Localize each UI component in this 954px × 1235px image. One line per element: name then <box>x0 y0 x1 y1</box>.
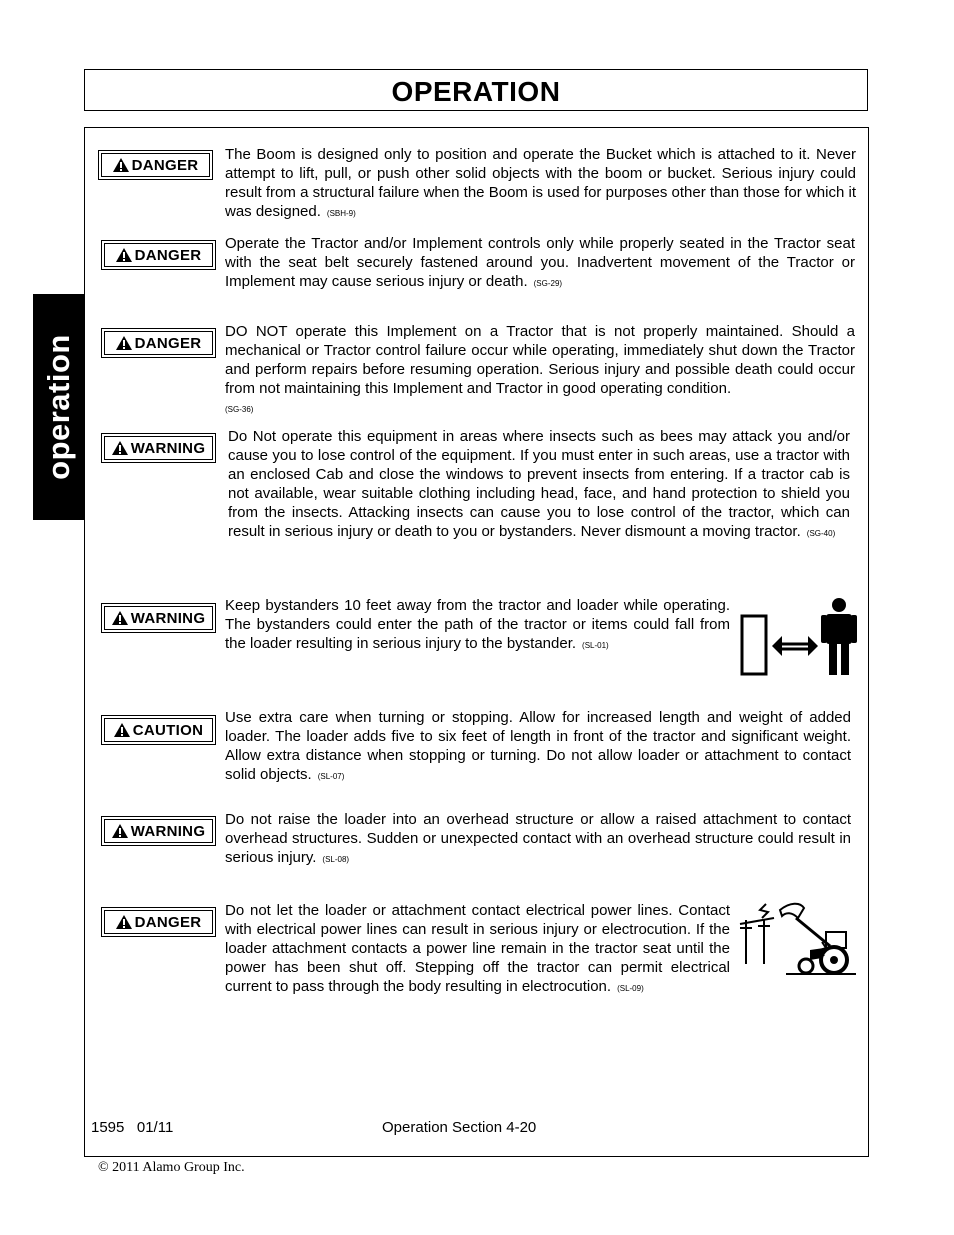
notice-body: Use extra care when turning or stopping. Allow for increased length and weight of added loader. The loader adds five to six feet of length in front of the tractor and significant weight. Allow extra distance when stopping or turning. Do not allow loader or attachment to contact solid objects. <box>225 709 851 783</box>
warning-label <box>101 816 216 846</box>
signal-word: DANGER <box>134 334 202 352</box>
signal-word: DANGER <box>131 156 199 174</box>
notice-code: (SL-08) <box>322 855 350 864</box>
signal-word: CAUTION <box>132 721 204 739</box>
power-line-loader-icon <box>738 898 858 980</box>
side-tab <box>33 294 85 520</box>
notice-text <box>225 810 851 869</box>
warning-triangle-icon <box>116 915 132 929</box>
notice-body: Operate the Tractor and/or Implement controls only while properly seated in the Tractor seat with the seat belt securely fastened around you. Inadvertent movement of the Tractor or Implement may cause serious injury or death. <box>225 235 855 290</box>
warning-triangle-icon <box>114 723 130 737</box>
notice-code: (SBH-9) <box>326 209 356 218</box>
signal-word: WARNING <box>130 439 206 457</box>
warning-triangle-icon <box>112 441 128 455</box>
notice-text <box>228 427 850 543</box>
notice-code: (SG-29) <box>533 279 563 288</box>
warning-label <box>101 433 216 463</box>
notice-code: (SL-09) <box>617 984 644 993</box>
notice-code: (SG-36) <box>225 405 254 414</box>
side-tab-label: operation <box>41 334 76 480</box>
signal-word: DANGER <box>134 246 202 264</box>
notice-body: Do not let the loader or attachment contact electrical power lines. Contact with electrical power lines can result in serious injury or electrocution. If the loader attachment contacts a power line remain in the tractor seat until the power has been shut off. Stepping off the tractor can permit electrical current to pass through the body resulting in electrocution. <box>225 902 730 995</box>
notice-text <box>225 234 855 293</box>
danger-label <box>98 150 213 180</box>
notice-body: Keep bystanders 10 feet away from the tractor and loader while operating. The bystanders could enter the path of the tractor or items could fall from the loader resulting in serious injury to the bystander. <box>225 597 730 652</box>
caution-label <box>101 715 216 745</box>
danger-label <box>101 328 216 358</box>
danger-label <box>101 907 216 937</box>
header-box <box>84 69 868 111</box>
warning-triangle-icon <box>116 336 132 350</box>
notice-code: (SL-07) <box>317 772 345 781</box>
notice-code: (SL-01) <box>582 641 609 650</box>
bystander-distance-icon <box>738 596 858 678</box>
notice-body: The Boom is designed only to position and operate the Bucket which is attached to it. Never attempt to lift, pull, or push other solid objects with the boom or bucket. Serious injury could result from a structural failure when the Boom is used for purposes other than those for which it was designed. <box>225 146 856 220</box>
signal-word: WARNING <box>130 609 206 627</box>
copyright: © 2011 Alamo Group Inc. <box>98 1160 245 1175</box>
notice-code: (SG-40) <box>806 529 836 538</box>
footer-section: Operation Section 4-20 <box>382 1119 537 1136</box>
notice-text <box>225 596 730 655</box>
notice-body: DO NOT operate this Implement on a Tractor that is not properly maintained. Should a mechanical or Tractor control failure occur while operating, immediately shut down the Tractor and perform repairs before resuming operation. Serious injury and possible death could occur from not maintaining this Implement and Tractor in good operating condition. <box>225 323 855 397</box>
page-title: OPERATION <box>391 76 561 107</box>
signal-word: WARNING <box>130 822 206 840</box>
notice-body: Do Not operate this equipment in areas where insects such as bees may attack you and/or cause you to lose control of the equipment. If you must enter in such areas, use a tractor with an enclosed Cab and close the windows to prevent insects from entering. If a tractor cab is not available, wear suitable clothing including head, face, and hand protection to shield you from the insects. Attacking insects can cause you to lose control of the tractor, which can result in serious injury or death to you or bystanders. Never dismount a moving tractor. <box>228 428 850 540</box>
signal-word: DANGER <box>134 913 202 931</box>
warning-triangle-icon <box>116 248 132 262</box>
warning-triangle-icon <box>113 158 129 172</box>
danger-label <box>101 240 216 270</box>
warning-label <box>101 603 216 633</box>
footer-model-date: 1595 01/11 <box>91 1119 174 1136</box>
notice-body: Do not raise the loader into an overhead structure or allow a raised attachment to contact overhead structures. Sudden or unexpected contact with an overhead structure could result in serious injury. <box>225 811 851 866</box>
warning-triangle-icon <box>112 824 128 838</box>
notice-text <box>225 901 730 998</box>
notice-text <box>225 145 856 223</box>
warning-triangle-icon <box>112 611 128 625</box>
notice-text <box>225 322 855 419</box>
notice-text <box>225 708 851 786</box>
